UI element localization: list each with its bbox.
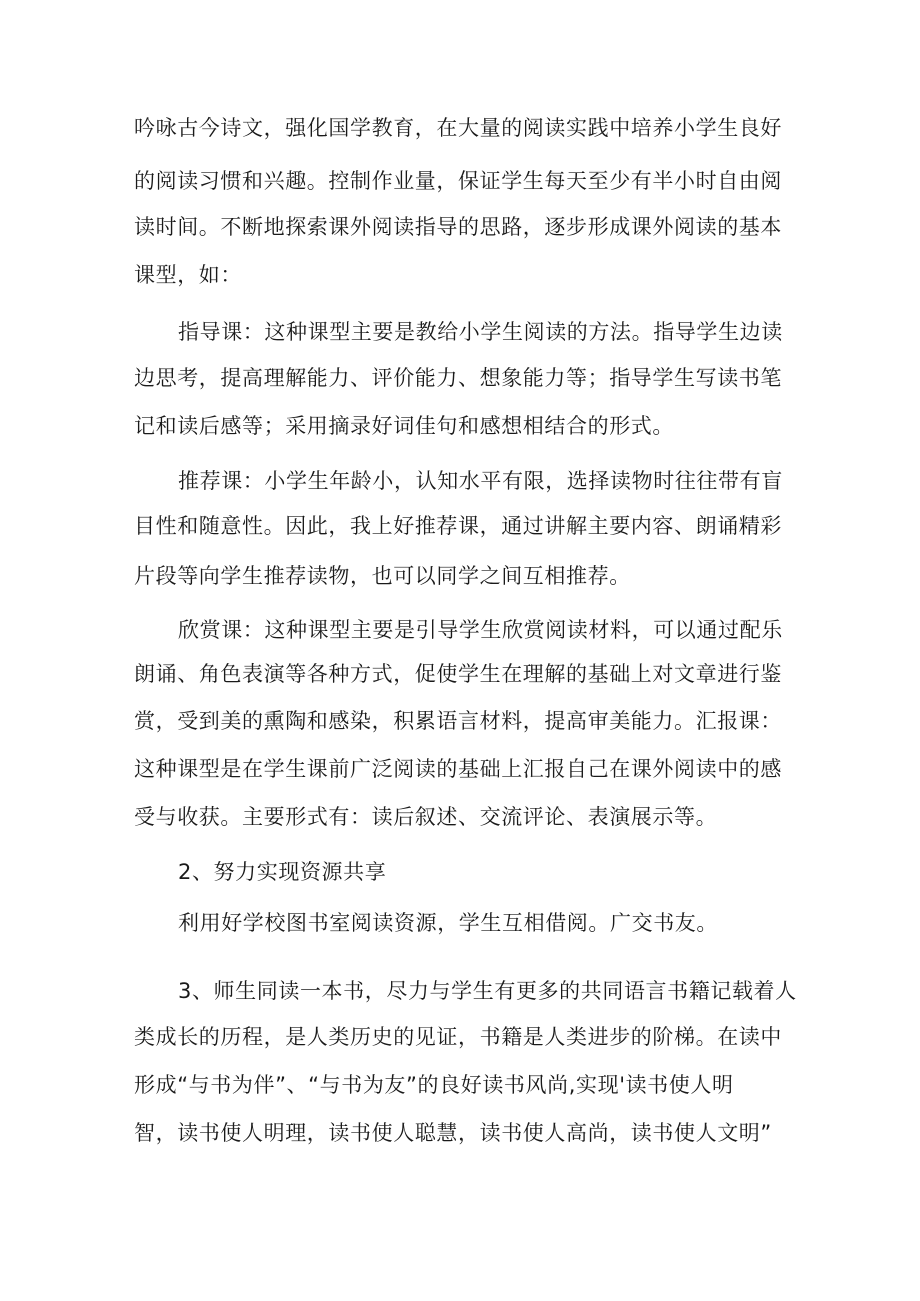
paragraph-line: 读时间。不断地探索课外阅读指导的思路，逐步形成课外阅读的基本 xyxy=(134,215,782,239)
paragraph-line: 吟咏古今诗文，强化国学教育，在大量的阅读实践中培养小学生良好 xyxy=(134,116,782,140)
paragraph-line: 赏，受到美的熏陶和感染，积累语言材料，提高审美能力。汇报课： xyxy=(134,709,782,733)
paragraph-line: 欣赏课：这种课型主要是引导学生欣赏阅读材料，可以通过配乐 xyxy=(178,618,783,642)
paragraph-line: 这种课型是在学生课前广泛阅读的基础上汇报自己在课外阅读中的感 xyxy=(134,757,782,781)
paragraph-line: 朗诵、角色表演等各种方式，促使学生在理解的基础上对文章进行鉴 xyxy=(134,662,782,686)
paragraph-line: 片段等向学生推荐读物，也可以同学之间互相推荐。 xyxy=(134,564,631,588)
paragraph-line: 3、师生同读一本书，尽力与学生有更多的共同语言书籍记载着人 xyxy=(178,979,797,1003)
paragraph-line: 类成长的历程，是人类历史的见证，书籍是人类进步的阶梯。在读中 xyxy=(134,1025,782,1049)
paragraph-line: 课型，如： xyxy=(134,263,242,287)
paragraph-line: 的阅读习惯和兴趣。控制作业量，保证学生每天至少有半小时自由阅 xyxy=(134,169,782,193)
paragraph-line: 推荐课：小学生年龄小，认知水平有限，选择读物时往往带有盲 xyxy=(178,469,783,493)
paragraph-line: 记和读后感等；采用摘录好词佳句和感想相结合的形式。 xyxy=(134,414,674,438)
paragraph-line: 指导课：这种课型主要是教给小学生阅读的方法。指导学生边读 xyxy=(178,320,783,344)
paragraph-line: 利用好学校图书室阅读资源，学生互相借阅。广交书友。 xyxy=(178,911,718,935)
section-heading: 2、努力实现资源共享 xyxy=(178,860,387,884)
paragraph-line: 智，读书使人明理，读书使人聪慧，读书使人高尚，读书使人文明” xyxy=(134,1121,772,1145)
paragraph-line: 目性和随意性。因此，我上好推荐课，通过讲解主要内容、朗诵精彩 xyxy=(134,514,782,538)
paragraph-line: 受与收获。主要形式有：读后叙述、交流评论、表演展示等。 xyxy=(134,805,718,829)
paragraph-line: 边思考，提高理解能力、评价能力、想象能力等；指导学生写读书笔 xyxy=(134,366,782,390)
paragraph-line: 形成“与书为伴”、“与书为友”的良好读书风尚,实现'读书使人明 xyxy=(134,1073,734,1097)
